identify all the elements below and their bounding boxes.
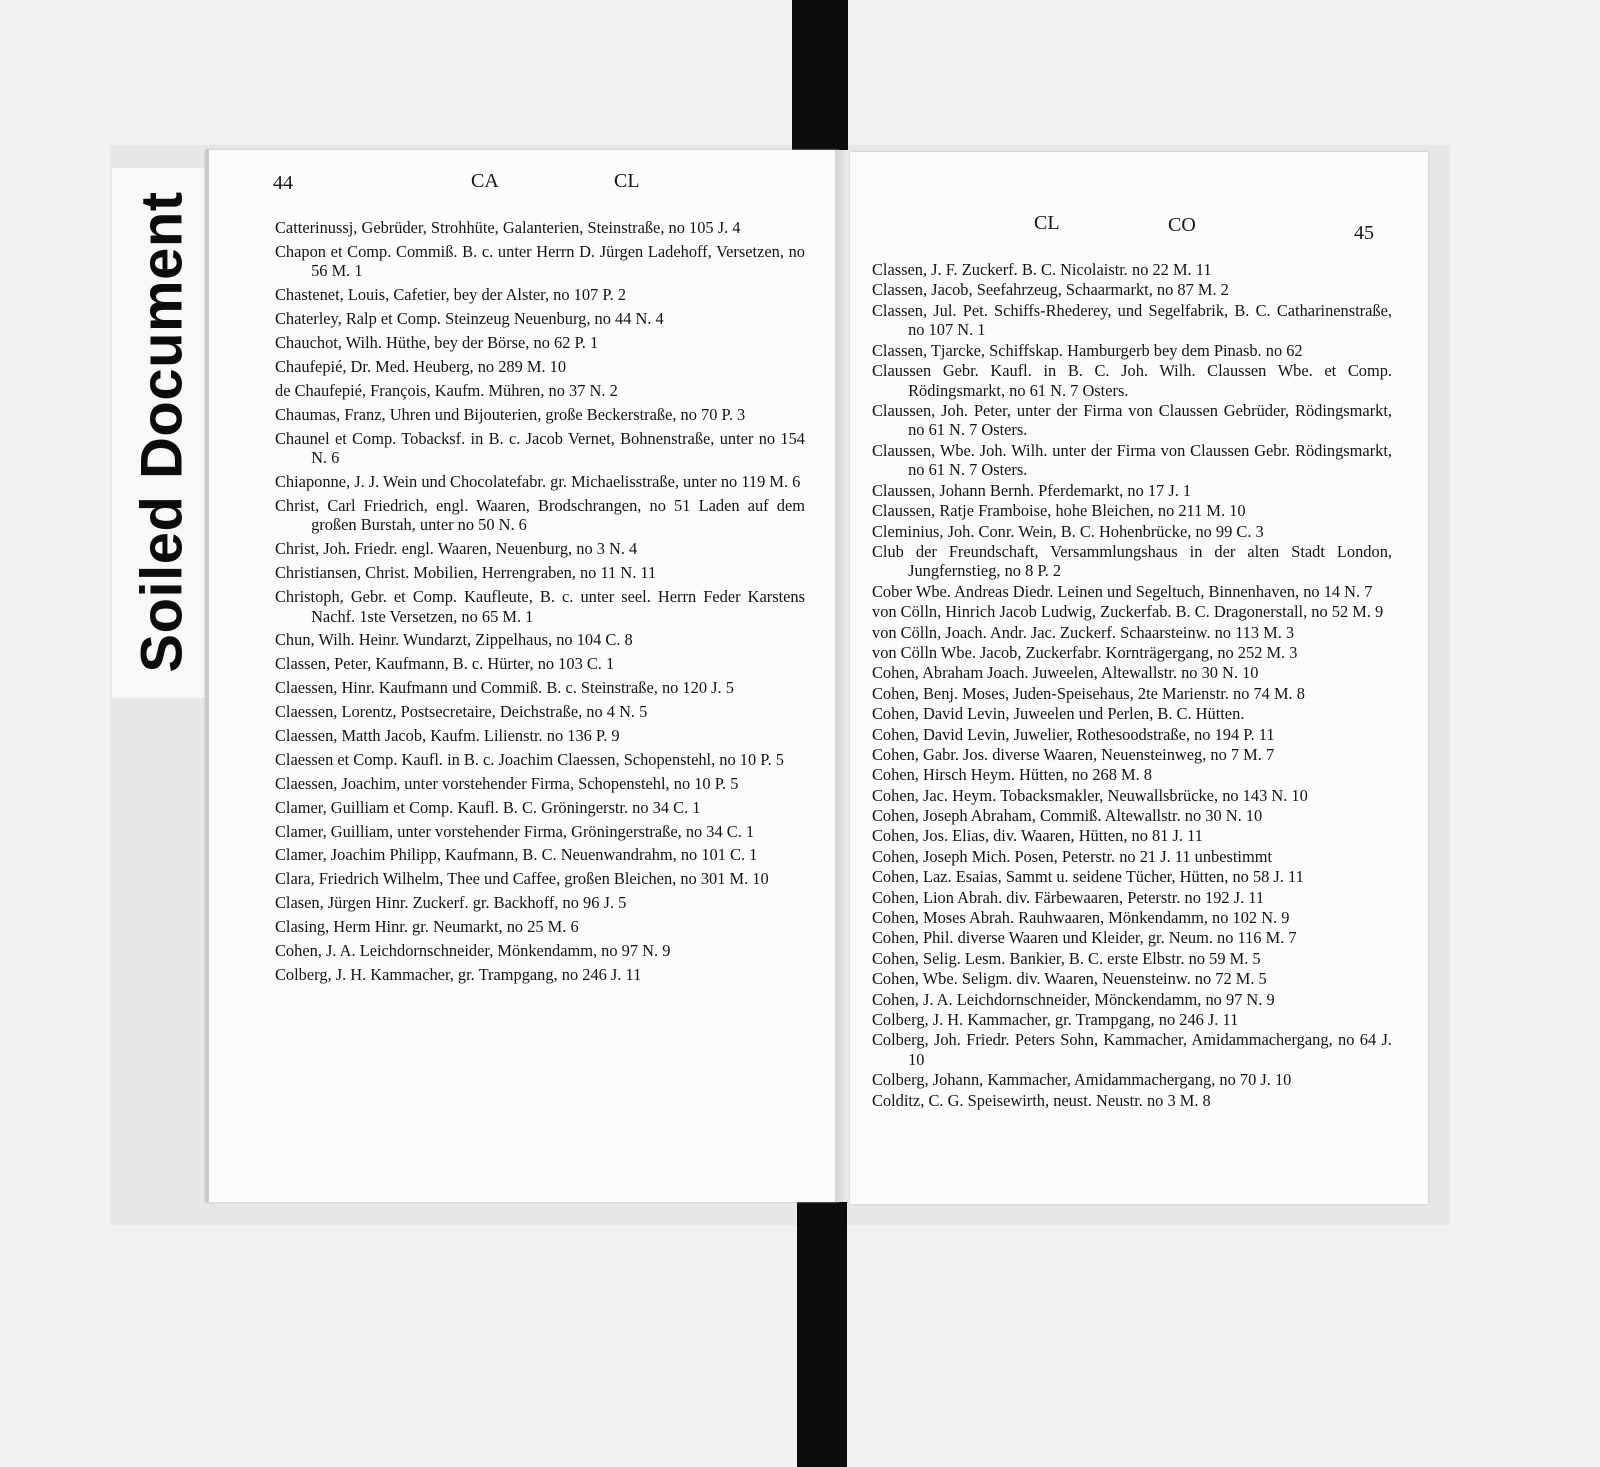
directory-entry: Club der Freundschaft, Versammlungshaus in der alten Stadt London, Jungfernstieg, no 8 P. 2 [872, 541, 1392, 581]
left-header-ca: CA [471, 170, 499, 192]
directory-entry: Classen, Peter, Kaufmann, B. c. Hürter, no 103 C. 1 [275, 654, 615, 674]
directory-entry: Claussen, Wbe. Joh. Wilh. unter der Firma von Claussen Gebr. Rödingsmarkt, no 61 N. 7 Osters. [872, 440, 1392, 480]
directory-entry: Claessen, Hinr. Kaufmann und Commiß. B. c. Steinstraße, no 120 J. 5 [275, 678, 734, 698]
directory-entry: Cohen, Abraham Joach. Juweelen, Altewallstr. no 30 N. 10 [872, 663, 1259, 683]
directory-entry: Cohen, Wbe. Seligm. div. Waaren, Neuensteinw. no 72 M. 5 [872, 969, 1267, 989]
directory-entry: Clamer, Joachim Philipp, Kaufmann, B. C. Neuenwandrahm, no 101 C. 1 [275, 845, 758, 865]
page-gutter [835, 150, 850, 1202]
directory-entry: Chapon et Comp. Commiß. B. c. unter Herrn D. Jürgen Ladehoff, Versetzen, no 56 M. 1 [275, 241, 805, 281]
directory-entry: Cohen, Phil. diverse Waaren und Kleider, gr. Neum. no 116 M. 7 [872, 928, 1297, 948]
left-header-cl: CL [614, 170, 640, 192]
directory-entry: Chiaponne, J. J. Wein und Chocolatefabr. gr. Michaelisstraße, unter no 119 M. 6 [275, 472, 801, 492]
directory-entry: de Chaufepié, François, Kaufm. Mühren, no 37 N. 2 [275, 380, 618, 400]
directory-entry: Clamer, Guilliam, unter vorstehender Firma, Gröningerstraße, no 34 C. 1 [275, 821, 755, 841]
directory-entry: Christ, Joh. Friedr. engl. Waaren, Neuenburg, no 3 N. 4 [275, 539, 638, 559]
directory-entry: Christoph, Gebr. et Comp. Kaufleute, B. c. unter seel. Herrn Feder Karstens Nachf. 1ste Versetzen, no 65 M. 1 [275, 587, 805, 626]
directory-entry: Cohen, Laz. Esaias, Sammt u. seidene Tücher, Hütten, no 58 J. 11 [872, 867, 1304, 887]
directory-entry: Clasing, Herm Hinr. gr. Neumarkt, no 25 M. 6 [275, 917, 579, 937]
left-page [205, 150, 839, 1202]
directory-entry: Claessen, Joachim, unter vorstehender Firma, Schopenstehl, no 10 P. 5 [275, 773, 739, 793]
directory-entry: Cohen, Joseph Abraham, Commiß. Altewallstr. no 30 N. 10 [872, 806, 1263, 826]
directory-entry: Cohen, Gabr. Jos. diverse Waaren, Neuensteinweg, no 7 M. 7 [872, 744, 1275, 764]
directory-entry: Classen, Tjarcke, Schiffskap. Hamburgerb bey dem Pinasb. no 62 [872, 340, 1303, 360]
directory-entry: Cohen, Jac. Heym. Tobacksmakler, Neuwallsbrücke, no 143 N. 10 [872, 785, 1308, 805]
directory-entry: Cohen, Benj. Moses, Juden-Speisehaus, 2te Marienstr. no 74 M. 8 [872, 683, 1305, 703]
directory-entry: Classen, Jul. Pet. Schiffs-Rhederey, und Segelfabrik, B. C. Catharinenstraße, no 107 N. 1 [872, 300, 1392, 340]
directory-entry: von Cölln, Hinrich Jacob Ludwig, Zuckerfab. B. C. Dragonerstall, no 52 M. 9 [872, 602, 1384, 622]
soiled-document-label: Soiled Document [129, 191, 195, 673]
directory-entry: Clara, Friedrich Wilhelm, Thee und Caffee, großen Bleichen, no 301 M. 10 [275, 869, 769, 889]
directory-entry: Clamer, Guilliam et Comp. Kaufl. B. C. Gröningerstr. no 34 C. 1 [275, 797, 701, 817]
directory-entry: Cohen, Selig. Lesm. Bankier, B. C. erste Elbstr. no 59 M. 5 [872, 948, 1261, 968]
right-page-number: 45 [1354, 222, 1374, 244]
right-header-co: CO [1168, 214, 1196, 236]
directory-entry: Cleminius, Joh. Conr. Wein, B. C. Hohenbrücke, no 99 C. 3 [872, 521, 1264, 541]
directory-entry: Chaumas, Franz, Uhren und Bijouterien, große Beckerstraße, no 70 P. 3 [275, 404, 746, 424]
directory-entry: Colberg, J. H. Kammacher, gr. Trampgang, no 246 J. 11 [872, 1010, 1239, 1029]
directory-entry: Cohen, J. A. Leichdornschneider, Mönckendamm, no 97 N. 9 [872, 989, 1275, 1009]
directory-entry: Classen, Jacob, Seefahrzeug, Schaarmarkt, no 87 M. 2 [872, 280, 1229, 300]
directory-entry: Cohen, Moses Abrah. Rauhwaaren, Mönkendamm, no 102 N. 9 [872, 908, 1290, 928]
left-entry-list [275, 218, 805, 989]
directory-entry: Catterinussj, Gebrüder, Strohhüte, Galanterien, Steinstraße, no 105 J. 4 [275, 218, 741, 237]
directory-entry: Chaunel et Comp. Tobacksf. in B. c. Jacob Vernet, Bohnenstraße, unter no 154 N. 6 [275, 428, 805, 468]
directory-entry: Cohen, J. A. Leichdornschneider, Mönkendamm, no 97 N. 9 [275, 941, 671, 961]
directory-entry: Cober Wbe. Andreas Diedr. Leinen und Segeltuch, Binnenhaven, no 14 N. 7 [872, 581, 1373, 601]
directory-entry: Chaufepié, Dr. Med. Heuberg, no 289 M. 10 [275, 356, 567, 376]
left-page-number: 44 [273, 172, 293, 194]
directory-entry: Chun, Wilh. Heinr. Wundarzt, Zippelhaus, no 104 C. 8 [275, 630, 633, 650]
directory-entry: Chastenet, Louis, Cafetier, bey der Alster, no 107 P. 2 [275, 285, 627, 305]
right-entry-list [872, 260, 1392, 1111]
directory-entry: Colditz, C. G. Speisewirth, neust. Neustr. no 3 M. 8 [872, 1090, 1211, 1110]
directory-entry: Claessen, Matth Jacob, Kaufm. Lilienstr. no 136 P. 9 [275, 726, 620, 746]
right-header-cl: CL [1034, 212, 1060, 234]
directory-entry: Christiansen, Christ. Mobilien, Herrengraben, no 11 N. 11 [275, 563, 657, 583]
directory-entry: Colberg, Joh. Friedr. Peters Sohn, Kammacher, Amidammachergang, no 64 J. 10 [872, 1030, 1392, 1069]
directory-entry: Claussen, Johann Bernh. Pferdemarkt, no 17 J. 1 [872, 480, 1192, 500]
directory-entry: Claessen, Lorentz, Postsecretaire, Deichstraße, no 4 N. 5 [275, 702, 648, 722]
directory-entry: Claussen, Joh. Peter, unter der Firma von Claussen Gebrüder, Rödingsmarkt, no 61 N. 7 Osters. [872, 400, 1392, 440]
directory-entry: Colberg, Johann, Kammacher, Amidammachergang, no 70 J. 10 [872, 1070, 1292, 1090]
directory-entry: Clasen, Jürgen Hinr. Zuckerf. gr. Backhoff, no 96 J. 5 [275, 893, 627, 913]
directory-entry: Cohen, Joseph Mich. Posen, Peterstr. no 21 J. 11 unbestimmt [872, 846, 1273, 866]
book-spine-top [792, 0, 848, 152]
directory-entry: Colberg, J. H. Kammacher, gr. Trampgang, no 246 J. 11 [275, 964, 642, 984]
directory-entry: Chauchot, Wilh. Hüthe, bey der Börse, no 62 P. 1 [275, 333, 599, 353]
directory-entry: Claessen et Comp. Kaufl. in B. c. Joachim Claessen, Schopenstehl, no 10 P. 5 [275, 749, 784, 769]
directory-entry: Cohen, David Levin, Juweelen und Perlen, B. C. Hütten. [872, 704, 1245, 724]
directory-entry: Claussen Gebr. Kaufl. in B. C. Joh. Wilh. Claussen Wbe. et Comp. Rödingsmarkt, no 61 N. 7 Osters. [872, 361, 1392, 400]
directory-entry: Classen, J. F. Zuckerf. B. C. Nicolaistr. no 22 M. 11 [872, 260, 1212, 279]
directory-entry: Cohen, Jos. Elias, div. Waaren, Hütten, no 81 J. 11 [872, 826, 1203, 846]
directory-entry: Chaterley, Ralp et Comp. Steinzeug Neuenburg, no 44 N. 4 [275, 309, 664, 329]
directory-entry: von Cölln, Joach. Andr. Jac. Zuckerf. Schaarsteinw. no 113 M. 3 [872, 622, 1295, 642]
directory-entry: Claussen, Ratje Framboise, hohe Bleichen, no 211 M. 10 [872, 501, 1246, 521]
directory-entry: Cohen, Hirsch Heym. Hütten, no 268 M. 8 [872, 765, 1152, 785]
directory-entry: Cohen, David Levin, Juwelier, Rothesoodstraße, no 194 P. 11 [872, 724, 1275, 744]
book-spine-bottom [797, 1200, 847, 1467]
directory-entry: von Cölln Wbe. Jacob, Zuckerfabr. Kornträgergang, no 252 M. 3 [872, 642, 1298, 662]
directory-entry: Christ, Carl Friedrich, engl. Waaren, Brodschrangen, no 51 Laden auf dem großen Burstah, unter no 50 N. 6 [275, 495, 805, 535]
directory-entry: Cohen, Lion Abrah. div. Färbewaaren, Peterstr. no 192 J. 11 [872, 887, 1265, 907]
right-page [850, 152, 1428, 1204]
